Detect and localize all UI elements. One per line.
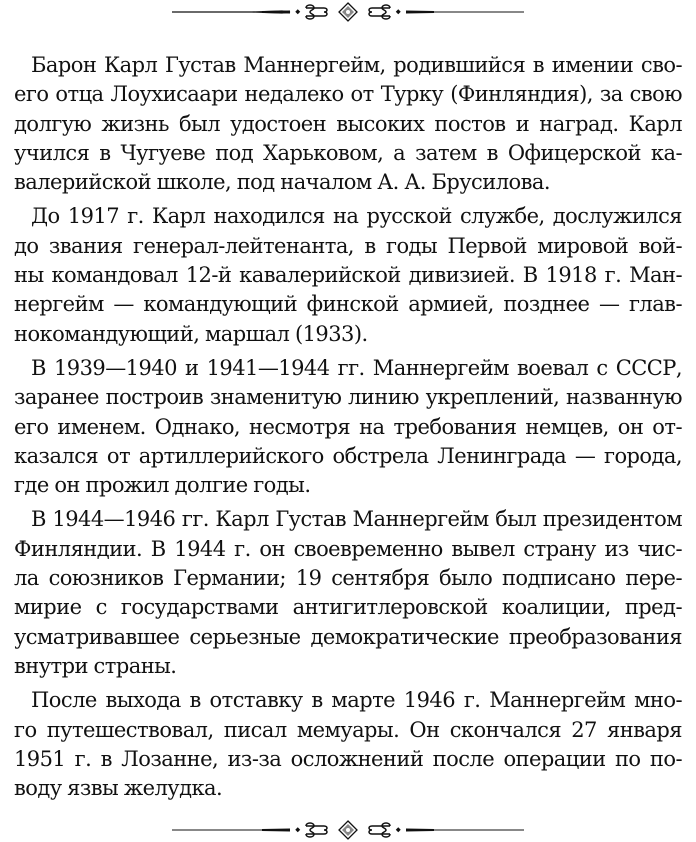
text-line: го путешествовал, писал мемуары. Он скончался 27 января	[14, 717, 682, 742]
paragraph-5	[14, 686, 682, 803]
text-line: ны командовал 12-й кавалерийской дивизией. В 1918 г. Ман-	[14, 263, 682, 288]
text-line: воду язвы желудка.	[14, 776, 223, 801]
text-line: нергейм — командующий финской армией, позднее — глав-	[14, 292, 682, 317]
text-line: Барон Карл Густав Маннергейм, родившийся в имении сво-	[31, 53, 682, 77]
text-line: долгую жизнь был удостоен высоких постов и наград. Карл	[14, 111, 682, 136]
text-line: В 1939—1940 и 1941—1944 гг. Маннергейм воевал с СССР,	[31, 355, 682, 380]
article-body	[14, 51, 682, 808]
ornamental-divider-top-icon	[172, 2, 524, 22]
text-line: мирие с государствами антигитлеровской коалиции, пред-	[14, 595, 682, 620]
paragraph-1	[14, 51, 682, 197]
text-line: где он прожил долгие годы.	[14, 473, 311, 498]
paragraph-3	[14, 354, 682, 500]
text-line: В 1944—1946 гг. Карл Густав Маннергейм был президентом	[31, 507, 682, 532]
text-line: нокомандующий, маршал (1933).	[14, 321, 368, 346]
text-line: ла союзников Германии; 19 сентября было подписано пере-	[14, 566, 682, 591]
paragraph-2	[14, 202, 682, 348]
text-line: После выхода в отставку в марте 1946 г. Маннергейм мно-	[31, 688, 682, 713]
text-line: Финляндии. В 1944 г. он своевременно вывел страну из чис-	[14, 536, 682, 561]
text-line: его отца Лоухисаари недалеко от Турку (Финляндия), за свою	[14, 82, 682, 107]
ornamental-divider-bottom-icon	[172, 820, 524, 840]
text-line: до звания генерал-лейтенанта, в годы Первой мировой вой-	[14, 233, 682, 258]
text-line: До 1917 г. Карл находился на русской службе, дослужился	[31, 204, 682, 229]
text-line: его именем. Однако, несмотря на требования немцев, он от-	[14, 414, 682, 439]
text-line: учился в Чугуеве под Харьковом, а затем в Офицерской ка-	[14, 140, 682, 165]
text-line: казался от артиллерийского обстрела Ленинграда — города,	[14, 443, 682, 468]
paragraph-4	[14, 505, 682, 681]
text-line: 1951 г. в Лозанне, из-за осложнений после операции по по-	[14, 746, 682, 771]
text-line: усматривавшее серьезные демократические преобразования	[14, 624, 682, 649]
text-line: внутри страны.	[14, 653, 177, 678]
text-line: заранее построив знаменитую линию укреплений, названную	[14, 385, 682, 410]
text-line: валерийской школе, под началом А. А. Брусилова.	[14, 170, 550, 195]
